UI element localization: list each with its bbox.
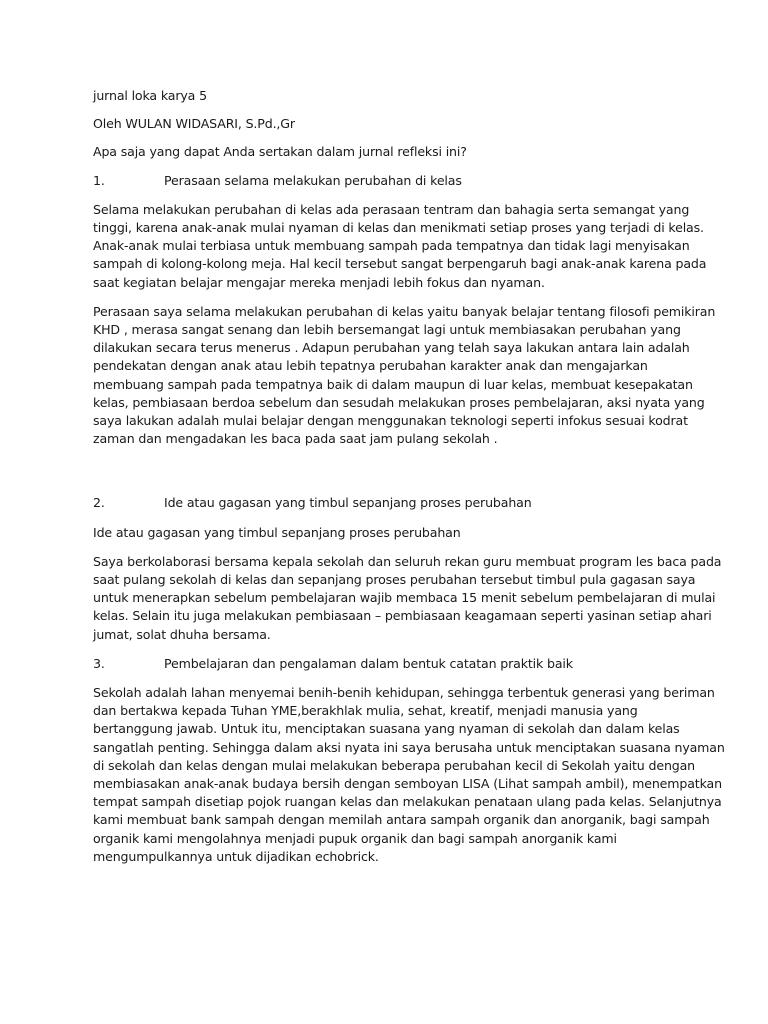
- paragraph-line: kelas. Selain itu juga melakukan pembiasaan – pembiasaan keagamaan seperti yasinan setiap ahari: [93, 608, 712, 624]
- paragraph-line: kelas, pembiasaan berdoa sebelum dan sesudah melakukan proses pembelajaran, aksi nyata yang: [93, 394, 705, 410]
- section-2-heading: [93, 494, 683, 512]
- section-3-paragraph-1: [93, 684, 725, 866]
- section-1-paragraph-1: [93, 201, 707, 292]
- author-line: Oleh WULAN WIDASARI, S.Pd.,Gr: [93, 116, 295, 132]
- paragraph-line: dan bertakwa kepada Tuhan YME,berakhlak mulia, sehat, kreatif, menjadi manusia yang: [93, 703, 638, 719]
- paragraph-line: Anak-anak mulai terbiasa untuk membuang sampah pada tempatnya dan tidak lagi menyisakan: [93, 238, 690, 254]
- paragraph-line: organik kami mengolahnya menjadi pupuk organik dan bagi sampah anorganik kami: [93, 830, 617, 846]
- paragraph-line: saat pulang sekolah di kelas dan sepanjang proses perubahan tersebut timbul pula gagasan saya: [93, 572, 696, 588]
- paragraph-line: tinggi, karena anak-anak mulai nyaman di kelas dan menikmati setiap proses yang terjadi di kelas.: [93, 220, 704, 235]
- paragraph-line: sampah di kolong-kolong meja. Hal kecil tersebut sangat berpengaruh bagi anak-anak karena pada: [93, 256, 707, 272]
- paragraph-line: Sekolah adalah lahan menyemai benih-benih kehidupan, sehingga terbentuk generasi yang beriman: [93, 685, 715, 701]
- section-3-heading: [93, 655, 683, 673]
- paragraph-line: saat kegiatan belajar mengajar mereka menjadi lebih fokus dan nyaman.: [93, 274, 545, 290]
- reflection-question: Apa saja yang dapat Anda sertakan dalam jurnal refleksi ini?: [93, 144, 467, 160]
- paragraph-line: di sekolah dan kelas dengan mulai melakukan beberapa perubahan kecil di Sekolah yaitu dengan: [93, 757, 696, 773]
- paragraph-line: membiasakan anak-anak budaya bersih dengan semboyan LISA (Lihat sampah ambil), menempatkan: [93, 776, 722, 792]
- paragraph-line: sangatlah penting. Sehingga dalam aksi nyata ini saya berusaha untuk menciptakan suasana nyaman: [93, 739, 725, 755]
- paragraph-line: zaman dan mengadakan les baca pada saat jam pulang sekolah .: [93, 431, 498, 447]
- header-title: jurnal loka karya 5: [93, 88, 207, 103]
- paragraph-line: bertanggung jawab. Untuk itu, menciptakan suasana yang nyaman di sekolah dan dalam kelas: [93, 721, 680, 737]
- paragraph-line: KHD , merasa sangat senang dan lebih bersemangat lagi untuk membiasakan perubahan yang: [93, 322, 681, 338]
- paragraph-line: kami membuat bank sampah dengan memilah antara sampah organik dan anorganik, bagi sampah: [93, 812, 710, 828]
- paragraph-line: membuang sampah pada tempatnya baik di dalam maupun di luar kelas, membuat kesepakatan: [93, 376, 693, 392]
- paragraph-line: Selama melakukan perubahan di kelas ada perasaan tentram dan bahagia serta semangat yang: [93, 201, 690, 217]
- section-2-number: 2.: [93, 495, 105, 511]
- paragraph-line: Saya berkolaborasi bersama kepala sekolah dan seluruh rekan guru membuat program les baca pada: [93, 553, 722, 569]
- section-2-subheading: Ide atau gagasan yang timbul sepanjang proses perubahan: [93, 524, 461, 540]
- paragraph-line: mengumpulkannya untuk dijadikan echobrick.: [93, 848, 379, 864]
- section-2-paragraph-1: [93, 553, 722, 644]
- paragraph-line: untuk menerapkan sebelum pembelajaran wajib membaca 15 menit sebelum pembelajaran di mulai: [93, 590, 716, 606]
- paragraph-line: jumat, solat dhuha bersama.: [93, 626, 271, 642]
- section-1-title: Perasaan selama melakukan perubahan di kelas: [164, 172, 462, 188]
- paragraph-line: dilakukan secara terus menerus . Adapun perubahan yang telah saya lakukan antara lain adalah: [93, 340, 690, 356]
- section-3-number: 3.: [93, 655, 105, 671]
- section-1-paragraph-2: [93, 303, 716, 449]
- paragraph-line: Perasaan saya selama melakukan perubahan di kelas yaitu banyak belajar tentang filosofi pemikiran: [93, 303, 716, 319]
- paragraph-line: saya lakukan adalah mulai belajar dengan menggunakan teknologi seperti infokus sesuai kodrat: [93, 413, 688, 429]
- paragraph-line: tempat sampah disetiap pojok ruangan kelas dan melakukan penataan ulang pada kelas. Selanjutnya: [93, 794, 722, 810]
- section-2-title: Ide atau gagasan yang timbul sepanjang proses perubahan: [164, 495, 532, 511]
- document-body: [93, 87, 725, 866]
- section-1-heading: [93, 172, 683, 190]
- section-1-number: 1.: [93, 172, 105, 188]
- paragraph-line: pendekatan dengan anak atau lebih tepatnya perubahan karakter anak dan mengajarkan: [93, 358, 648, 374]
- section-3-title: Pembelajaran dan pengalaman dalam bentuk catatan praktik baik: [164, 655, 573, 671]
